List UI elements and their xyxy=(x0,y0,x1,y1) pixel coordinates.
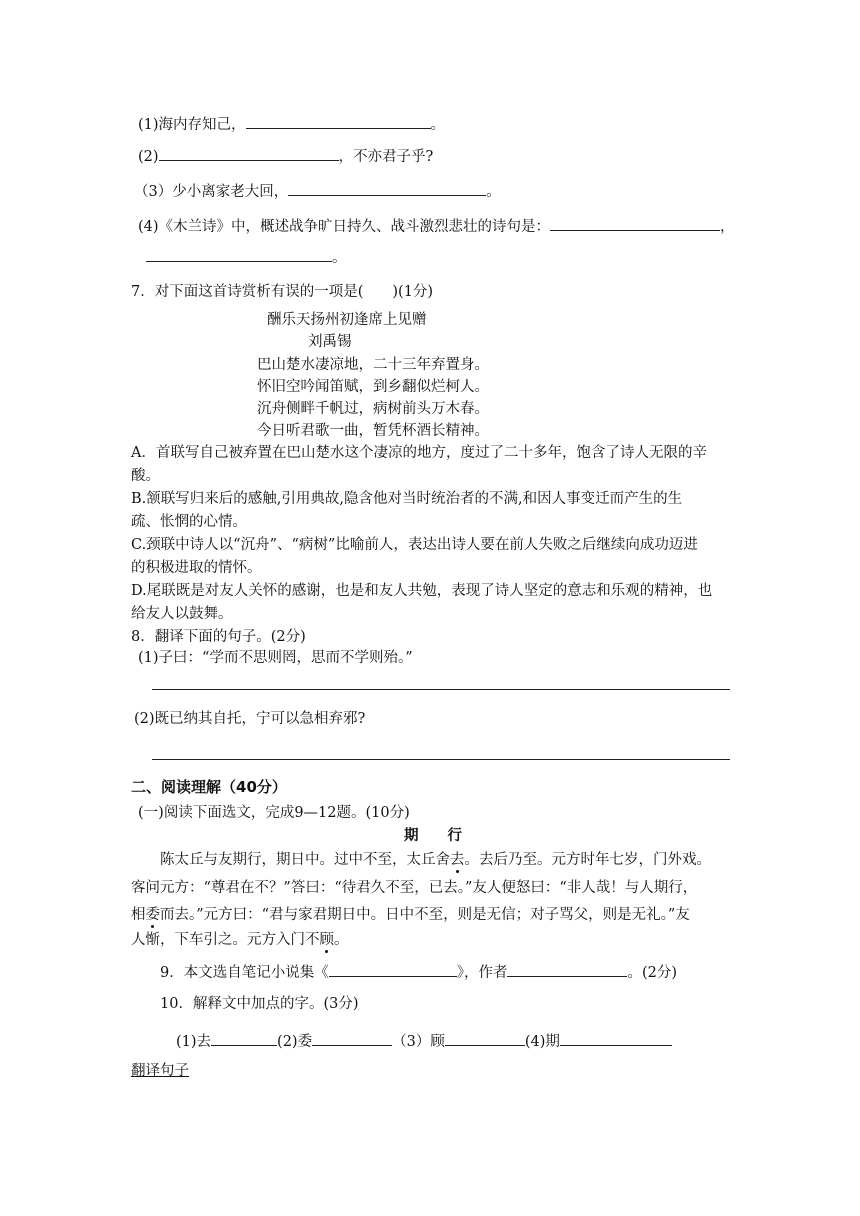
poem-line-3: 沉舟侧畔千帆过，病树前头万木春。 xyxy=(257,401,489,417)
q6-line-1 xyxy=(138,113,445,135)
q10-stem: 10．解释文中加点的字。(3分) xyxy=(160,996,359,1012)
poem-line-2: 怀旧空吟闻笛赋，到乡翻似烂柯人。 xyxy=(257,379,489,395)
q9-author-label: 》，作者 xyxy=(456,965,508,981)
q9-line xyxy=(160,961,677,983)
option-c-line-2: 的积极进取的情怀。 xyxy=(131,560,262,576)
q6-line-5 xyxy=(146,246,347,268)
passage-text: 而去。”元方曰：“君与家君期日中。日中不至，则是无信；对子骂父，则是无礼。”友 xyxy=(160,907,690,923)
option-b-line-2: 疏、怅惘的心情。 xyxy=(131,514,247,530)
q10-item-2: (2)委 xyxy=(277,1034,313,1050)
q10-blank-3[interactable] xyxy=(445,1030,525,1046)
option-c-line-1: C.颈联中诗人以“沉舟”、“病树”比喻前人，表达出诗人要在前人失败之后继续向成功迈进 xyxy=(131,537,698,553)
option-a-line-2: 酸。 xyxy=(131,468,160,484)
q6-1-prompt: (1)海内存知己， xyxy=(138,117,246,133)
reading-instruction: (一)阅读下面选文，完成9—12题。(10分) xyxy=(138,805,410,821)
passage-text: 人惭，下车引之。元方入门不 xyxy=(131,932,320,948)
q9-prompt: 9．本文选自笔记小说集《 xyxy=(160,965,329,981)
q8-answer-line-1[interactable] xyxy=(152,689,730,690)
poem-author: 刘禹锡 xyxy=(308,334,352,350)
q6-1-suffix: 。 xyxy=(430,117,446,133)
q10-item-3: （3）顾 xyxy=(392,1034,445,1050)
q6-3-blank[interactable] xyxy=(288,180,486,196)
q9-author-blank[interactable] xyxy=(507,961,627,977)
passage-line-4 xyxy=(131,930,349,950)
dotted-char-qu: 去 xyxy=(450,852,465,868)
q6-3-prompt: （3）少小离家老大回， xyxy=(134,184,289,200)
q6-2-suffix: ，不亦君子乎? xyxy=(338,149,434,165)
q6-1-blank[interactable] xyxy=(246,113,431,129)
q6-4-suffix: ， xyxy=(720,219,735,235)
q8-sentence-2: (2)既已纳其自托，宁可以急相弃邪? xyxy=(134,711,366,727)
q10-items xyxy=(176,1030,672,1052)
passage-line-3 xyxy=(131,905,690,925)
q10-blank-2[interactable] xyxy=(312,1030,392,1046)
option-d-line-1: D.尾联既是对友人关怀的感谢，也是和友人共勉，表现了诗人坚定的意志和乐观的精神，也 xyxy=(131,583,713,599)
q6-line-3 xyxy=(134,180,501,202)
q10-blank-1[interactable] xyxy=(211,1030,277,1046)
q6-4-prompt: (4)《木兰诗》中，概述战争旷日持久、战斗激烈悲壮的诗句是： xyxy=(138,219,551,235)
q6-2-prompt: (2) xyxy=(138,149,159,165)
section-heading: 二、阅读理解（40分） xyxy=(131,778,287,796)
q9-book-blank[interactable] xyxy=(329,961,457,977)
dotted-char-wei: 委 xyxy=(145,907,160,923)
q8-stem: 8．翻译下面的句子。(2分) xyxy=(131,629,306,645)
q10-blank-4[interactable] xyxy=(560,1030,672,1046)
passage-line-2: 客问元方：“尊君在不？”答曰：“待君久不至，已去。”友人便怒曰：“非人哉！与人期行， xyxy=(131,880,698,896)
q6-5-suffix: 。 xyxy=(332,250,347,266)
passage-text: 相 xyxy=(131,907,146,923)
q6-line-2 xyxy=(138,145,433,167)
passage-text: 陈太丘与友期行，期日中。过中不至，太丘舍 xyxy=(160,852,450,868)
poem-line-1: 巴山楚水凄凉地，二十三年弃置身。 xyxy=(257,357,489,373)
q6-4-blank-b[interactable] xyxy=(146,246,332,262)
option-b-line-1: B.颔联写归来后的感触,引用典故,隐含他对当时统治者的不满,和因人事变迁而产生的生 xyxy=(131,491,683,507)
option-a-line-1: A．首联写自己被弃置在巴山楚水这个凄凉的地方，度过了二十多年，饱含了诗人无限的辛 xyxy=(131,445,707,461)
q7-stem: 7．对下面这首诗赏析有误的一项是( )(1分) xyxy=(131,284,434,300)
dotted-char-gu: 顾 xyxy=(319,932,334,948)
q6-3-suffix: 。 xyxy=(486,184,501,200)
option-d-line-2: 给友人以鼓舞。 xyxy=(131,606,233,622)
passage-title: 期 行 xyxy=(404,828,462,844)
q9-score: 。(2分) xyxy=(627,965,678,981)
translate-heading: 翻译句子 xyxy=(131,1063,189,1079)
q6-2-blank[interactable] xyxy=(159,145,339,161)
q10-item-1: (1)去 xyxy=(176,1034,212,1050)
q10-item-4: (4)期 xyxy=(524,1034,560,1050)
passage-text: 。去后乃至。元方时年七岁，门外戏。 xyxy=(464,852,711,868)
q6-line-4 xyxy=(138,215,735,237)
poem-line-4: 今日听君歌一曲，暂凭杯酒长精神。 xyxy=(257,423,489,439)
q6-4-blank-a[interactable] xyxy=(550,215,720,231)
q8-answer-line-2[interactable] xyxy=(152,759,730,760)
passage-line-1 xyxy=(160,850,711,870)
poem-title: 酬乐天扬州初逢席上见赠 xyxy=(267,312,427,328)
q8-sentence-1: (1)子曰：“学而不思则罔，思而不学则殆。” xyxy=(138,650,413,666)
passage-text: 。 xyxy=(334,932,349,948)
